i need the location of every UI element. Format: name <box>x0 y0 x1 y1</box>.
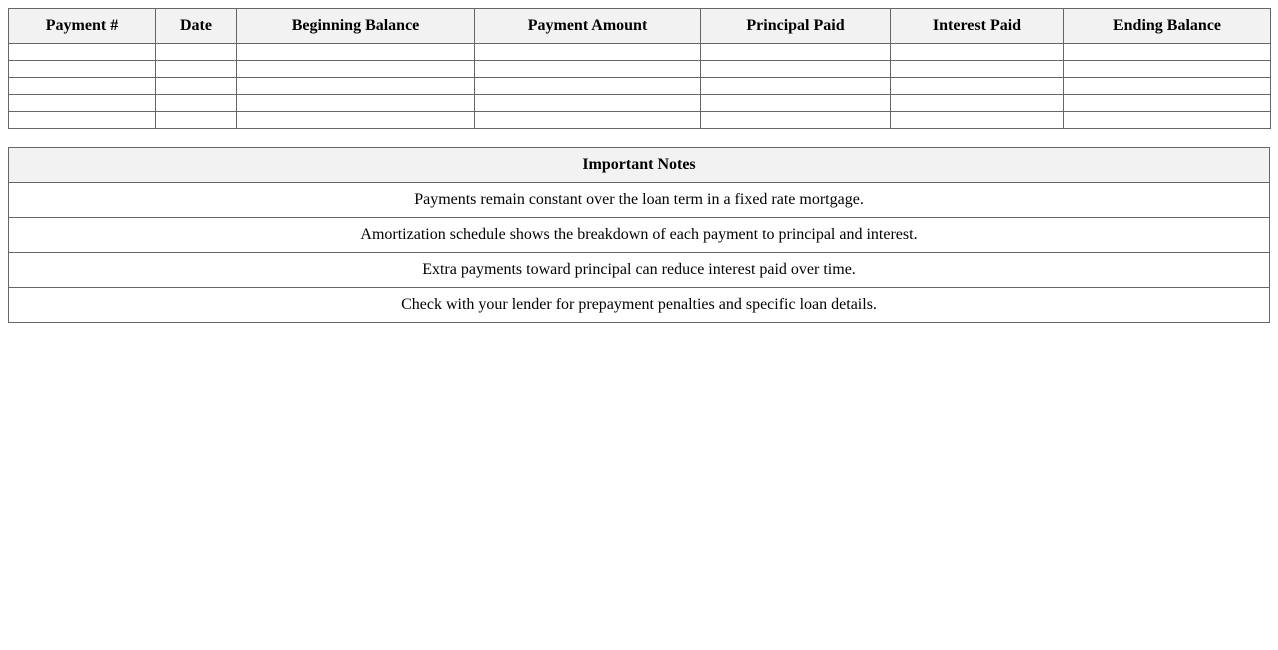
header-payment-number: Payment # <box>9 9 156 44</box>
amortization-schedule-table <box>8 8 1271 129</box>
cell <box>701 44 891 61</box>
cell <box>701 78 891 95</box>
note-item: Check with your lender for prepayment penalties and specific loan details. <box>9 288 1270 323</box>
note-row <box>9 183 1270 218</box>
notes-header: Important Notes <box>9 148 1270 183</box>
cell <box>1064 61 1271 78</box>
table-row <box>9 95 1271 112</box>
cell <box>701 95 891 112</box>
table-header-row <box>9 9 1271 44</box>
cell <box>891 112 1064 129</box>
cell <box>156 61 237 78</box>
cell <box>1064 112 1271 129</box>
header-principal-paid: Principal Paid <box>701 9 891 44</box>
table-row <box>9 112 1271 129</box>
header-date: Date <box>156 9 237 44</box>
cell <box>156 78 237 95</box>
cell <box>891 95 1064 112</box>
cell <box>891 44 1064 61</box>
cell <box>475 95 701 112</box>
header-beginning-balance: Beginning Balance <box>237 9 475 44</box>
cell <box>9 112 156 129</box>
cell <box>237 78 475 95</box>
cell <box>9 61 156 78</box>
cell <box>701 61 891 78</box>
table-row <box>9 61 1271 78</box>
header-ending-balance: Ending Balance <box>1064 9 1271 44</box>
cell <box>1064 95 1271 112</box>
cell <box>156 112 237 129</box>
cell <box>156 95 237 112</box>
cell <box>701 112 891 129</box>
cell <box>475 61 701 78</box>
note-row <box>9 253 1270 288</box>
cell <box>1064 78 1271 95</box>
cell <box>9 44 156 61</box>
notes-header-row <box>9 148 1270 183</box>
table-row <box>9 44 1271 61</box>
note-row <box>9 218 1270 253</box>
note-row <box>9 288 1270 323</box>
cell <box>9 78 156 95</box>
cell <box>156 44 237 61</box>
cell <box>891 61 1064 78</box>
cell <box>475 78 701 95</box>
cell <box>237 61 475 78</box>
table-row <box>9 78 1271 95</box>
important-notes-table <box>8 147 1270 323</box>
cell <box>475 44 701 61</box>
cell <box>1064 44 1271 61</box>
cell <box>237 95 475 112</box>
cell <box>237 44 475 61</box>
header-interest-paid: Interest Paid <box>891 9 1064 44</box>
note-item: Payments remain constant over the loan term in a fixed rate mortgage. <box>9 183 1270 218</box>
header-payment-amount: Payment Amount <box>475 9 701 44</box>
cell <box>9 95 156 112</box>
note-item: Extra payments toward principal can reduce interest paid over time. <box>9 253 1270 288</box>
note-item: Amortization schedule shows the breakdown of each payment to principal and interest. <box>9 218 1270 253</box>
cell <box>237 112 475 129</box>
cell <box>475 112 701 129</box>
cell <box>891 78 1064 95</box>
